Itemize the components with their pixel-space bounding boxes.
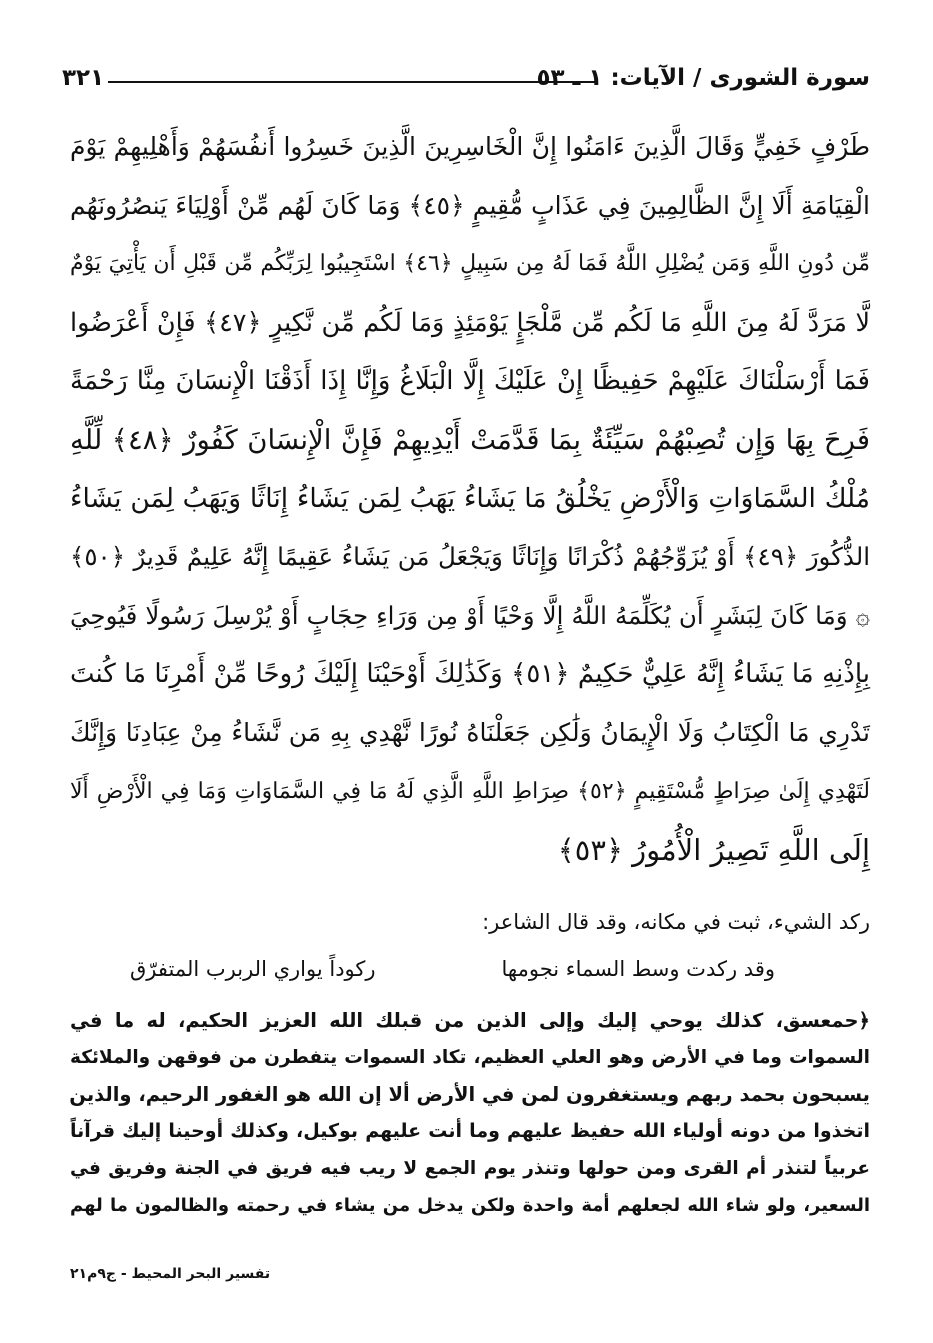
- quran-line: فَرِحَ بِهَا وَإِن تُصِبْهُمْ سَيِّئَةٌ بِمَا قَدَّمَتْ أَيْدِيهِمْ فَإِنَّ الْإِنسَانَ كَفُورٌ ﴿٤٨﴾ لِّلَّهِ: [70, 423, 870, 456]
- page-footer: تفسير البحر المحيط - ج٩م٢١: [70, 1266, 271, 1282]
- quoted-verses-paragraph: [70, 1002, 870, 1224]
- page-number: ٣٢١: [62, 65, 105, 91]
- paragraph-line: يسبحون بحمد ربهم ويستغفرون لمن في الأرض ألا إن الله هو الغفور الرحيم، والذين: [69, 1083, 870, 1106]
- quran-line: لَتَهْدِي إِلَىٰ صِرَاطٍ مُّسْتَقِيمٍ ﴿٥٢﴾ صِرَاطِ اللَّهِ الَّذِي لَهُ مَا فِي السَّمَاوَاتِ وَمَا فِي الْأَرْضِ أَلَا: [70, 778, 870, 804]
- quran-line: مِّن دُونِ اللَّهِ وَمَن يُضْلِلِ اللَّهُ فَمَا لَهُ مِن سَبِيلٍ ﴿٤٦﴾ اسْتَجِيبُوا لِرَبِّكُم مِّن قَبْلِ أَن يَأْتِيَ يَوْمٌ: [70, 251, 870, 277]
- quran-line: إِلَى اللَّهِ تَصِيرُ الْأُمُورُ ﴿٥٣﴾: [557, 833, 870, 868]
- quran-line: لَّا مَرَدَّ لَهُ مِنَ اللَّهِ مَا لَكُم مِّن مَّلْجَإٍ يَوْمَئِذٍ وَمَا لَكُم مِّن نَّكِيرٍ ﴿٤٧﴾ فَإِنْ أَعْرَضُوا: [70, 307, 870, 338]
- poem-hemistich-second: ركوداً يواري الربرب المتفرّق: [130, 957, 376, 981]
- paragraph-line: السموات وما في الأرض وهو العلي العظيم، تكاد السموات يتفطرن من فوقهن والملائكة: [70, 1047, 870, 1068]
- quran-line: بِإِذْنِهِ مَا يَشَاءُ إِنَّهُ عَلِيٌّ حَكِيمٌ ﴿٥١﴾ وَكَذَٰلِكَ أَوْحَيْنَا إِلَيْكَ رُوحًا مِّنْ أَمْرِنَا مَا كُنتَ: [70, 659, 870, 690]
- quran-line: الْقِيَامَةِ أَلَا إِنَّ الظَّالِمِينَ فِي عَذَابٍ مُّقِيمٍ ﴿٤٥﴾ وَمَا كَانَ لَهُم مِّنْ أَوْلِيَاءَ يَنصُرُونَهُم: [70, 190, 870, 220]
- quran-text-block: [70, 118, 870, 880]
- commentary-section: [70, 902, 870, 1224]
- header-rule: [108, 81, 598, 83]
- quran-line: الذُّكُورَ ﴿٤٩﴾ أَوْ يُزَوِّجُهُمْ ذُكْرَانًا وَإِنَاثًا وَيَجْعَلُ مَن يَشَاءُ عَقِيمًا إِنَّهُ عَلِيمٌ قَدِيرٌ ﴿٥٠﴾: [70, 542, 870, 572]
- quran-line: تَدْرِي مَا الْكِتَابُ وَلَا الْإِيمَانُ وَلَٰكِن جَعَلْنَاهُ نُورًا نَّهْدِي بِهِ مَن نَّشَاءُ مِنْ عِبَادِنَا وَإِنَّكَ: [70, 717, 870, 747]
- poem-hemistich-first: وقد ركدت وسط السماء نجومها: [501, 957, 775, 981]
- quran-line: فَمَا أَرْسَلْنَاكَ عَلَيْهِمْ حَفِيظًا إِنْ عَلَيْكَ إِلَّا الْبَلَاغُ وَإِنَّا إِذَا أَذَقْنَا الْإِنسَانَ مِنَّا رَحْمَةً: [70, 366, 870, 397]
- poem-verse: [70, 944, 870, 994]
- surah-title: سورة الشورى / الآيات: ١ ـ ٥٣: [536, 65, 870, 91]
- paragraph-line: اتخذوا من دونه أولياء الله حفيظ عليهم وما أنت عليهم بوكيل، وكذلك أوحينا إليك قرآناً: [70, 1120, 870, 1142]
- paragraph-line: السعير، ولو شاء الله لجعلهم أمة واحدة ولكن يدخل من يشاء في رحمته والظالمون ما لهم: [70, 1195, 870, 1216]
- paragraph-line: عربياً لتنذر أم القرى ومن حولها وتنذر يوم الجمع لا ريب فيه فريق في الجنة وفريق في: [70, 1158, 870, 1179]
- paragraph-line: ﴿حمعسق، كذلك يوحي إليك وإلى الذين من قبلك الله العزيز الحكيم، له ما في: [70, 1009, 870, 1032]
- page-header: [62, 58, 870, 98]
- quran-line: مُلْكُ السَّمَاوَاتِ وَالْأَرْضِ يَخْلُقُ مَا يَشَاءُ يَهَبُ لِمَن يَشَاءُ إِنَاثًا وَيَهَبُ لِمَن يَشَاءُ: [70, 482, 870, 514]
- word-definition: ركد الشيء، ثبت في مكانه، وقد قال الشاعر:: [482, 910, 870, 934]
- quran-line: طَرْفٍ خَفِيٍّ وَقَالَ الَّذِينَ ءَامَنُوا إِنَّ الْخَاسِرِينَ الَّذِينَ خَسِرُوا أَنفُسَهُمْ وَأَهْلِيهِمْ يَوْمَ: [70, 132, 870, 161]
- quran-line: ۞ وَمَا كَانَ لِبَشَرٍ أَن يُكَلِّمَهُ اللَّهُ إِلَّا وَحْيًا أَوْ مِن وَرَاءِ حِجَابٍ أَوْ يُرْسِلَ رَسُولًا فَيُوحِيَ: [70, 600, 870, 630]
